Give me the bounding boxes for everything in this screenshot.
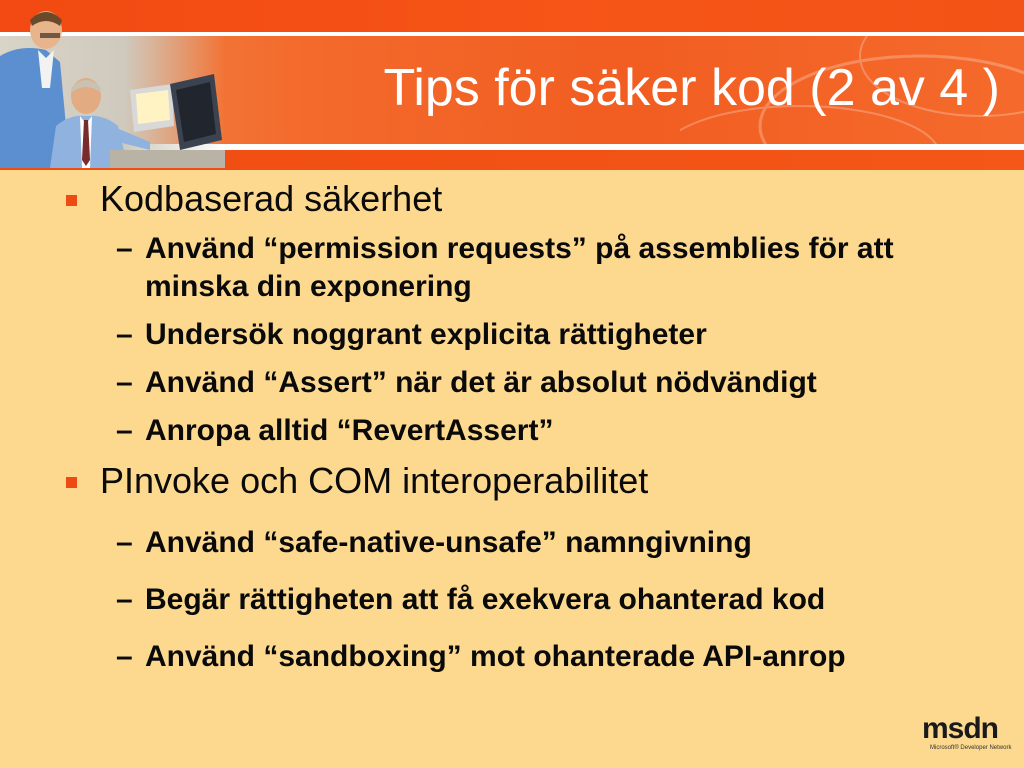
header-photo <box>0 0 225 168</box>
list-item <box>116 364 996 402</box>
logo-wordmark: msdn <box>922 712 999 745</box>
dash-marker: – <box>116 366 133 399</box>
list-item <box>116 316 996 354</box>
logo-subtitle: Microsoft® Developer Network <box>930 745 1012 751</box>
list-item <box>116 638 996 676</box>
slide-content <box>0 170 1024 768</box>
dash-marker: – <box>116 526 133 559</box>
list-item <box>116 581 996 619</box>
list-item <box>116 524 996 562</box>
dash-marker: – <box>116 232 133 265</box>
list-item-text: Använd “sandboxing” mot ohanterade API-anrop <box>145 640 846 673</box>
list-item <box>116 230 996 306</box>
list-item-text: Begär rättigheten att få exekvera ohanterad kod <box>145 583 826 616</box>
section-heading: PInvoke och COM interoperabilitet <box>100 460 649 501</box>
msdn-logo <box>922 712 1014 758</box>
slide-title: Tips för säker kod (2 av 4 ) <box>383 59 1000 117</box>
dash-marker: – <box>116 583 133 616</box>
list-item-text: Anropa alltid “RevertAssert” <box>145 414 554 447</box>
dash-marker: – <box>116 640 133 673</box>
bullet-square-icon <box>66 195 77 206</box>
section-heading: Kodbaserad säkerhet <box>100 178 443 219</box>
dash-marker: – <box>116 414 133 447</box>
people-at-computers-image <box>0 0 225 168</box>
bullet-square-icon <box>66 477 77 488</box>
list-item-text: Använd “Assert” när det är absolut nödvändigt <box>145 366 817 399</box>
list-item-text: Undersök noggrant explicita rättigheter <box>145 318 707 351</box>
list-item-text: Använd “safe-native-unsafe” namngivning <box>145 526 752 559</box>
list-item <box>116 412 996 450</box>
dash-marker: – <box>116 318 133 351</box>
list-item-text: Använd “permission requests” på assemblies för att minska din exponering <box>145 232 894 303</box>
